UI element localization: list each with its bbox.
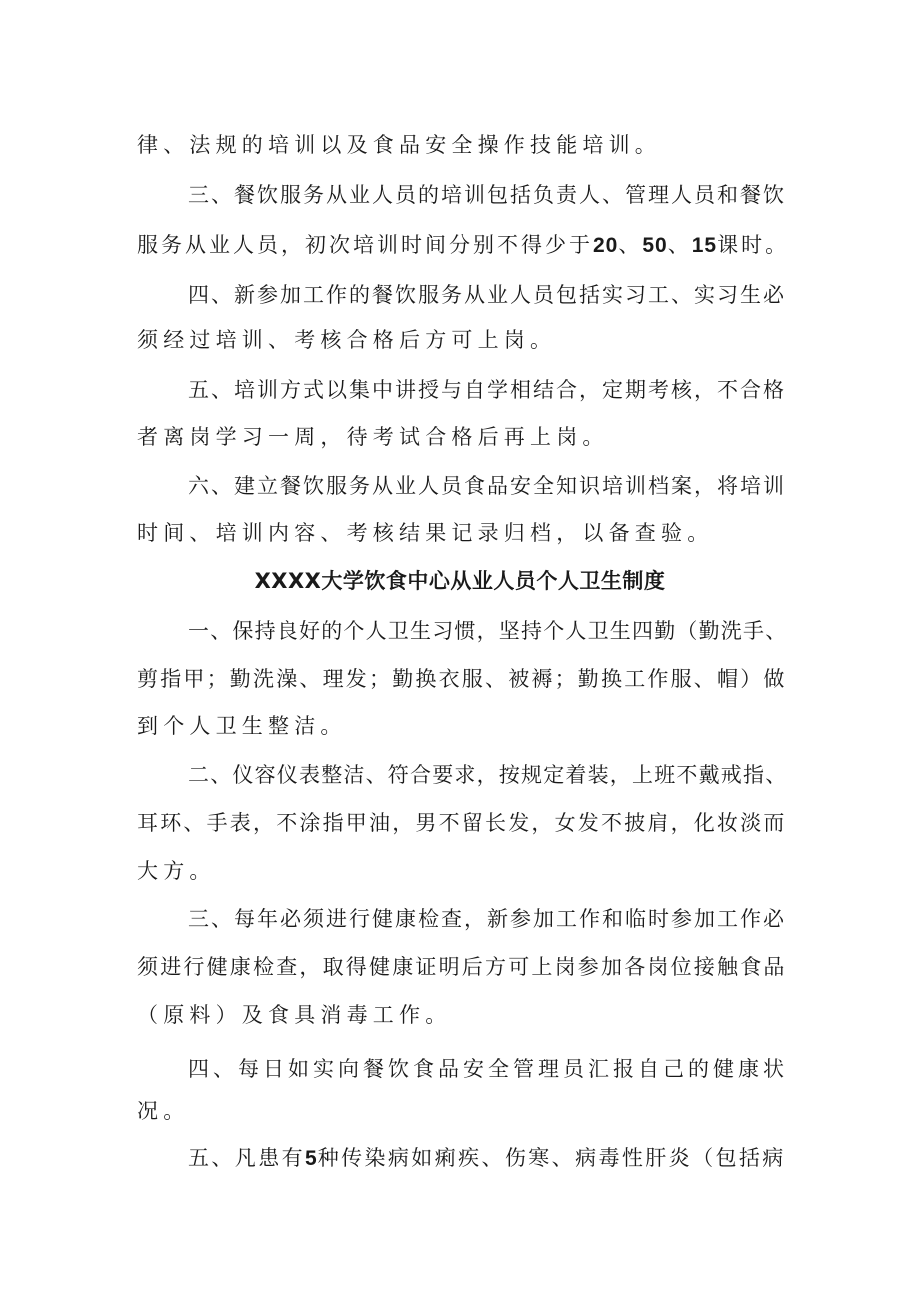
line-text: 五、凡患有 (188, 1146, 305, 1170)
paragraph-line: 耳环、手表，不涂指甲油，男不留长发，女发不披肩，化妆淡而 (137, 811, 787, 835)
disease-count: 5 (305, 1147, 318, 1170)
paragraph-line: 律、法规的培训以及食品安全操作技能培训。 (137, 133, 661, 157)
section-title: XXXX大学饮食中心从业人员个人卫生制度 (254, 569, 666, 593)
paragraph-line: 四、新参加工作的餐饮服务从业人员包括实习工、实习生必 (188, 283, 786, 307)
paragraph-line: 到个人卫生整洁。 (137, 714, 347, 738)
hours-number: 50 (642, 234, 668, 257)
line-text: 服务从业人员，初次培训时间分别不得少于 (137, 233, 593, 257)
paragraph-line: 六、建立餐饮服务从业人员食品安全知识培训档案，将培训 (188, 474, 786, 498)
paragraph-line: 五、培训方式以集中讲授与自学相结合，定期考核，不合格 (188, 378, 786, 402)
paragraph-line: 一、保持良好的个人卫生习惯，坚持个人卫生四勤（勤洗手、 (188, 619, 788, 643)
paragraph-line: 况。 (137, 1099, 190, 1123)
paragraph-line: （原料）及食具消毒工作。 (137, 1003, 452, 1027)
paragraph-line: 三、餐饮服务从业人员的培训包括负责人、管理人员和餐饮 (188, 183, 786, 207)
paragraph-line: 大方。 (137, 859, 216, 883)
paragraph-line: 四、每日如实向餐饮食品安全管理员汇报自己的健康状 (188, 1057, 788, 1081)
paragraph-line: 二、仪容仪表整洁、符合要求，按规定着装，上班不戴戒指、 (188, 763, 788, 787)
paragraph-line: 时间、培训内容、考核结果记录归档，以备查验。 (137, 521, 714, 545)
line-text: 课时。 (717, 233, 790, 257)
paragraph-line: 三、每年必须进行健康检查，新参加工作和临时参加工作必 (188, 907, 786, 931)
paragraph-line (188, 1143, 786, 1174)
paragraph-line: 须进行健康检查，取得健康证明后方可上岗参加各岗位接触食品 (137, 955, 787, 979)
paragraph-line (137, 230, 789, 261)
line-text: 种传染病如痢疾、伤寒、病毒性肝炎（包括病 (317, 1146, 786, 1170)
hours-number: 20 (593, 234, 619, 257)
separator: 、 (618, 233, 643, 257)
paragraph-line: 须经过培训、考核合格后方可上岗。 (137, 328, 557, 352)
hours-number: 15 (691, 234, 718, 257)
paragraph-line: 剪指甲；勤洗澡、理发；勤换衣服、被褥；勤换工作服、帽）做 (137, 667, 787, 691)
paragraph-line: 者离岗学习一周，待考试合格后再上岗。 (137, 425, 609, 449)
separator: 、 (667, 233, 692, 257)
